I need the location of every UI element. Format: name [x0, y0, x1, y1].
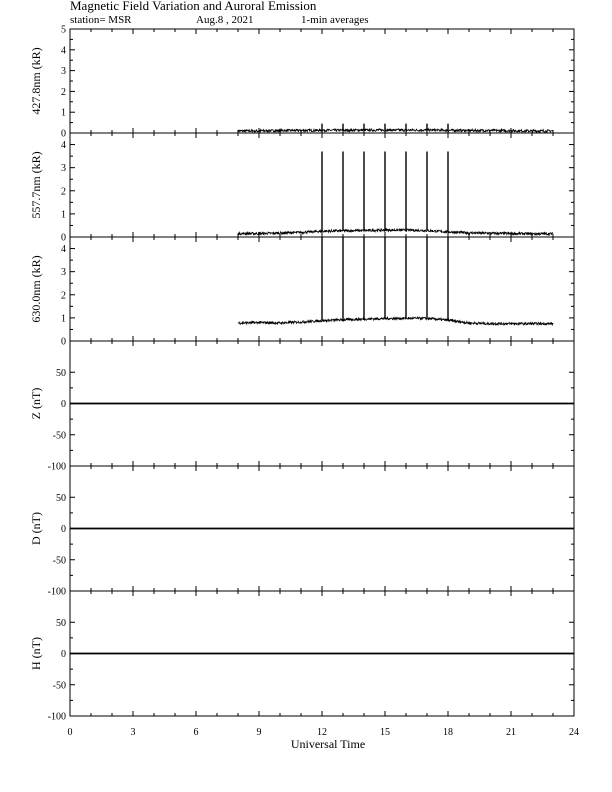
y-tick-label: 50: [56, 367, 66, 379]
x-tick-label: 3: [130, 727, 136, 738]
chart-title: Magnetic Field Variation and Auroral Emission: [70, 0, 317, 13]
x-tick-label: 12: [317, 727, 327, 738]
y-tick-label: 0: [61, 399, 66, 410]
y-tick-label: -100: [47, 711, 66, 723]
series-line: [238, 229, 553, 235]
y-axis-label: 557.7nm (kR): [29, 151, 43, 219]
panel-3: [29, 237, 574, 348]
y-tick-label: -50: [52, 555, 66, 567]
y-axis-label: 630.0nm (kR): [29, 255, 43, 323]
y-tick-label: 50: [56, 492, 66, 504]
panel-5: [29, 466, 574, 598]
panel-6: [29, 591, 574, 723]
series-line: [238, 317, 553, 325]
plot-panels: [29, 25, 574, 723]
x-tick-label: 0: [67, 727, 73, 738]
panel-4: [29, 341, 574, 473]
y-tick-label: -50: [52, 430, 66, 442]
y-tick-label: 2: [61, 186, 66, 198]
y-tick-label: -100: [47, 586, 66, 598]
y-tick-label: 1: [61, 313, 66, 325]
panel-frame: [70, 29, 574, 133]
y-tick-label: 1: [61, 209, 66, 221]
y-tick-label: 3: [61, 267, 66, 279]
y-tick-label: 4: [61, 140, 66, 152]
y-tick-label: 4: [61, 244, 66, 256]
panel-1: [29, 25, 574, 140]
x-tick-label: 9: [256, 727, 262, 738]
series-line: [238, 129, 553, 132]
y-tick-label: 5: [61, 24, 66, 36]
x-tick-label: 21: [506, 727, 516, 738]
panel-2: [29, 133, 574, 244]
y-tick-label: -50: [52, 680, 66, 692]
x-tick-label: 15: [380, 727, 390, 738]
date-label: Aug.8 , 2021: [196, 14, 254, 26]
y-axis-label: D (nT): [29, 512, 43, 545]
x-tick-label: 24: [569, 727, 579, 738]
y-tick-label: 0: [61, 524, 66, 535]
y-tick-label: 1: [61, 107, 66, 119]
y-tick-label: 3: [61, 66, 66, 78]
y-tick-label: 2: [61, 290, 66, 302]
averaging-label: 1-min averages: [301, 14, 369, 26]
x-tick-label: 18: [443, 727, 453, 738]
x-tick-label: 6: [193, 727, 199, 738]
y-tick-label: -100: [47, 461, 66, 473]
x-axis-label: Universal Time: [290, 737, 366, 751]
y-tick-label: 2: [61, 86, 66, 98]
station-label: station= MSR: [70, 14, 132, 26]
y-tick-label: 50: [56, 617, 66, 629]
y-axis-label: H (nT): [29, 637, 43, 670]
y-axis-label: 427.8nm (kR): [29, 47, 43, 115]
y-tick-label: 0: [61, 649, 66, 660]
y-axis-label: Z (nT): [29, 387, 43, 420]
y-tick-label: 0: [61, 232, 66, 244]
y-tick-label: 0: [61, 128, 66, 140]
y-tick-label: 4: [61, 45, 66, 57]
y-tick-label: 3: [61, 163, 66, 175]
y-tick-label: 0: [61, 336, 66, 348]
